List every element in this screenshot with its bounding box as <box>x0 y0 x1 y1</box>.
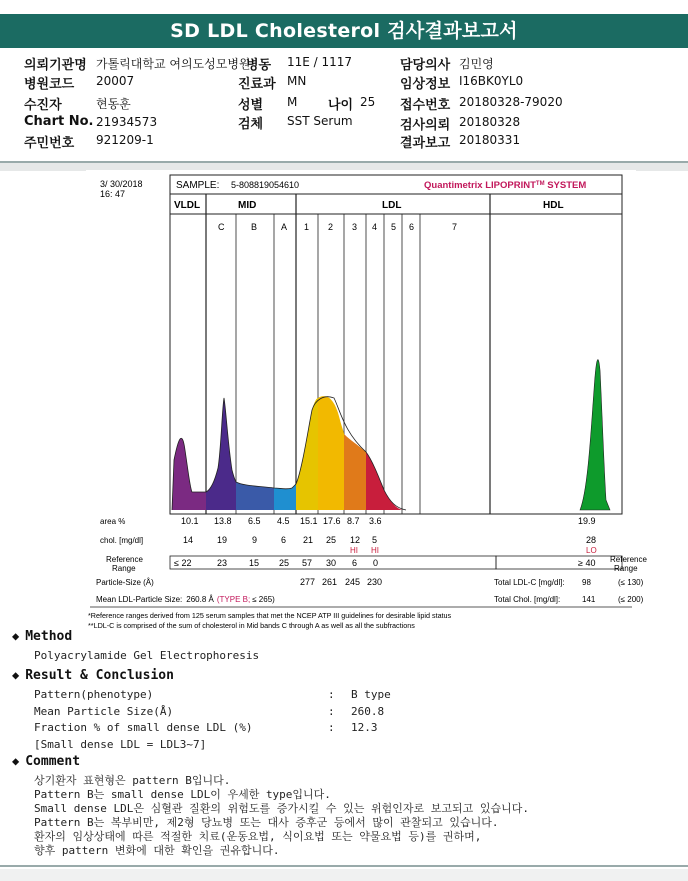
area-ldl-1: 15.1 <box>300 516 318 526</box>
diamond-icon: ◆ <box>12 668 20 682</box>
value-institution: 가톨릭대학교 여의도성모병원 <box>96 57 251 71</box>
ref-ldl-3: 6 <box>352 558 358 568</box>
result-size-colon: : <box>328 705 335 718</box>
mid-sub-b: B <box>251 222 258 232</box>
diamond-icon: ◆ <box>12 754 20 768</box>
ldl-sub-7: 7 <box>452 222 458 232</box>
method-heading: ◆ Method <box>12 629 73 644</box>
lipoprint-figure <box>86 170 647 635</box>
chol-ldl-3: 12 <box>350 535 361 545</box>
comment-line-1: 상기환자 표현형은 pattern B입니다. <box>34 774 231 787</box>
ldl-sub-6: 6 <box>409 222 415 232</box>
result-fraction-colon: : <box>328 721 335 734</box>
system-name: Quantimetrix LIPOPRINT™ SYSTEM <box>424 180 587 191</box>
result-note: [Small dense LDL = LDL3~7] <box>34 738 207 751</box>
label-age: 나이 <box>328 98 354 113</box>
area-mid-c: 13.8 <box>214 516 232 526</box>
chol-mid-c: 19 <box>217 535 228 545</box>
total-ldl-label: Total LDL-C [mg/dl]: <box>494 578 565 587</box>
flag-ldl3: HI <box>350 546 358 555</box>
result-size-label: Mean Particle Size(Å) <box>34 705 174 718</box>
divider <box>0 865 688 867</box>
ldl-sub-4: 4 <box>372 222 378 232</box>
label-patient: 수진자 <box>24 98 62 113</box>
ldl-sub-3: 3 <box>352 222 358 232</box>
band-ldl: LDL <box>382 200 402 211</box>
area-ldl-3: 8.7 <box>347 516 360 526</box>
result-pattern-label: Pattern(phenotype) <box>34 688 154 701</box>
result-heading: ◆ Result & Conclusion <box>12 668 174 683</box>
label-chart-no: Chart No. <box>24 114 94 129</box>
ref-ldl-1: 57 <box>302 558 313 568</box>
area-hdl: 19.9 <box>578 516 596 526</box>
ref-ldl-4: 0 <box>373 558 379 568</box>
label-hospital-code: 병원코드 <box>24 77 75 92</box>
label-report-date: 결과보고 <box>400 136 451 151</box>
comment-line-3: Small dense LDL은 심혈관 질환의 위험도를 증가시킬 수 있는 위험인자로 보고되고 있습니다. <box>34 802 529 815</box>
ref-vldl: ≤ 22 <box>174 558 192 568</box>
total-chol-ref: (≤ 200) <box>618 595 644 604</box>
value-doctor: 김민영 <box>459 57 494 71</box>
label-clinical-info: 임상정보 <box>400 77 451 92</box>
sample-label: SAMPLE: <box>176 180 220 191</box>
flag-hdl: LO <box>586 546 597 555</box>
label-institution: 의뢰기관명 <box>24 58 87 73</box>
label-doctor: 담당의사 <box>400 58 451 73</box>
area-vldl: 10.1 <box>181 516 199 526</box>
area-mid-b: 6.5 <box>248 516 261 526</box>
result-size-value: 260.8 <box>351 705 385 718</box>
value-age: 25 <box>360 95 376 109</box>
chol-hdl: 28 <box>586 535 597 545</box>
comment-line-4: Pattern B는 복부비만, 제2형 당뇨병 또는 대사 증후군 등에서 많이 관찰되고 있습니다. <box>34 816 499 829</box>
ref-ldl-2: 30 <box>326 558 337 568</box>
ldl-sub-5: 5 <box>391 222 397 232</box>
row-label-area: area % <box>100 517 126 526</box>
total-ldl-ref: (≤ 130) <box>618 578 644 587</box>
flag-ldl4: HI <box>371 546 379 555</box>
chol-ldl-1: 21 <box>303 535 314 545</box>
mid-sub-c: C <box>218 222 225 232</box>
value-chart-no: 21934573 <box>96 115 158 129</box>
band-hdl: HDL <box>543 200 564 211</box>
patient-info <box>0 54 688 154</box>
label-receipt-no: 접수번호 <box>400 98 451 113</box>
ref-mid-b: 15 <box>249 558 260 568</box>
total-chol-value: 141 <box>582 595 596 604</box>
particle-ldl-2: 261 <box>322 577 338 587</box>
footer-strip <box>0 869 688 881</box>
mid-sub-a: A <box>281 222 288 232</box>
ref-mid-a: 25 <box>279 558 290 568</box>
ref-side-label: Reference Range <box>610 555 647 573</box>
value-patient: 현동훈 <box>96 97 131 111</box>
row-label-ref: Reference Range <box>106 555 143 573</box>
value-hospital-code: 20007 <box>96 74 135 88</box>
row-label-particle: Particle-Size (Å) <box>96 578 154 587</box>
sample-id: 5-808819054610 <box>231 180 300 190</box>
comment-line-2: Pattern B는 small dense LDL이 우세한 type입니다. <box>34 788 331 801</box>
mean-ldl-row: Mean LDL-Particle Size: 260.8 Å (TYPE B; ≤ 265) <box>96 595 275 604</box>
report-time: 16: 47 <box>100 189 126 199</box>
label-specimen: 검체 <box>238 117 264 132</box>
label-ward: 병동 <box>246 58 272 73</box>
ref-mid-c: 23 <box>217 558 228 568</box>
report-date: 3/ 30/2018 <box>100 179 143 189</box>
total-ldl-value: 98 <box>582 578 591 587</box>
label-department: 진료과 <box>238 77 276 92</box>
footnote-1: *Reference ranges derived from 125 serum samples that met the NCEP ATP III guidelines for desirable lipid status <box>88 611 452 620</box>
value-resident-no: 921209-1 <box>96 133 154 147</box>
result-pattern-value: B type <box>351 688 391 701</box>
particle-ldl-4: 230 <box>367 577 383 587</box>
value-request-date: 20180328 <box>459 115 521 129</box>
value-department: MN <box>287 74 307 88</box>
area-ldl-2: 17.6 <box>323 516 341 526</box>
comment-line-5: 환자의 임상상태에 따른 적절한 치료(운동요법, 식이요법 또는 약물요법 등)를 권하며, <box>34 830 482 843</box>
row-label-chol: chol. [mg/dl] <box>100 536 144 545</box>
area-ldl-4: 3.6 <box>369 516 382 526</box>
footnote-2: **LDL-C is comprised of the sum of cholesterol in Mid bands C through A as well as all the subfractions <box>88 621 415 630</box>
comment-line-6: 향후 pattern 변화에 대한 확인을 권유합니다. <box>34 844 280 857</box>
label-sex: 성별 <box>238 98 264 113</box>
result-fraction-label: Fraction % of small dense LDL (%) <box>34 721 253 734</box>
method-text: Polyacrylamide Gel Electrophoresis <box>34 649 260 662</box>
value-clinical-info: I16BK0YL0 <box>459 74 524 88</box>
chol-ldl-4: 5 <box>372 535 378 545</box>
ldl-sub-2: 2 <box>328 222 334 232</box>
particle-ldl-3: 245 <box>345 577 361 587</box>
area-mid-a: 4.5 <box>277 516 290 526</box>
result-pattern-colon: : <box>328 688 335 701</box>
particle-ldl-1: 277 <box>300 577 316 587</box>
chol-ldl-2: 25 <box>326 535 337 545</box>
value-sex: M <box>287 95 298 109</box>
label-request-date: 검사의뢰 <box>400 118 451 133</box>
diamond-icon: ◆ <box>12 629 20 643</box>
value-ward: 11E / 1117 <box>287 55 353 69</box>
band-vldl: VLDL <box>174 200 201 211</box>
label-resident-no: 주민번호 <box>24 136 75 151</box>
value-report-date: 20180331 <box>459 133 521 147</box>
chol-vldl: 14 <box>183 535 194 545</box>
ref-hdl: ≥ 40 <box>578 558 596 568</box>
result-fraction-value: 12.3 <box>351 721 378 734</box>
value-receipt-no: 20180328-79020 <box>459 95 563 109</box>
value-specimen: SST Serum <box>287 114 353 128</box>
lipoprint-report <box>86 170 647 635</box>
total-chol-label: Total Chol. [mg/dl]: <box>494 595 561 604</box>
chol-mid-b: 9 <box>252 535 258 545</box>
report-title: SD LDL Cholesterol 검사결과보고서 <box>0 14 688 48</box>
chol-mid-a: 6 <box>281 535 287 545</box>
ldl-sub-1: 1 <box>304 222 310 232</box>
band-mid: MID <box>238 200 257 211</box>
comment-heading: ◆ Comment <box>12 754 81 769</box>
